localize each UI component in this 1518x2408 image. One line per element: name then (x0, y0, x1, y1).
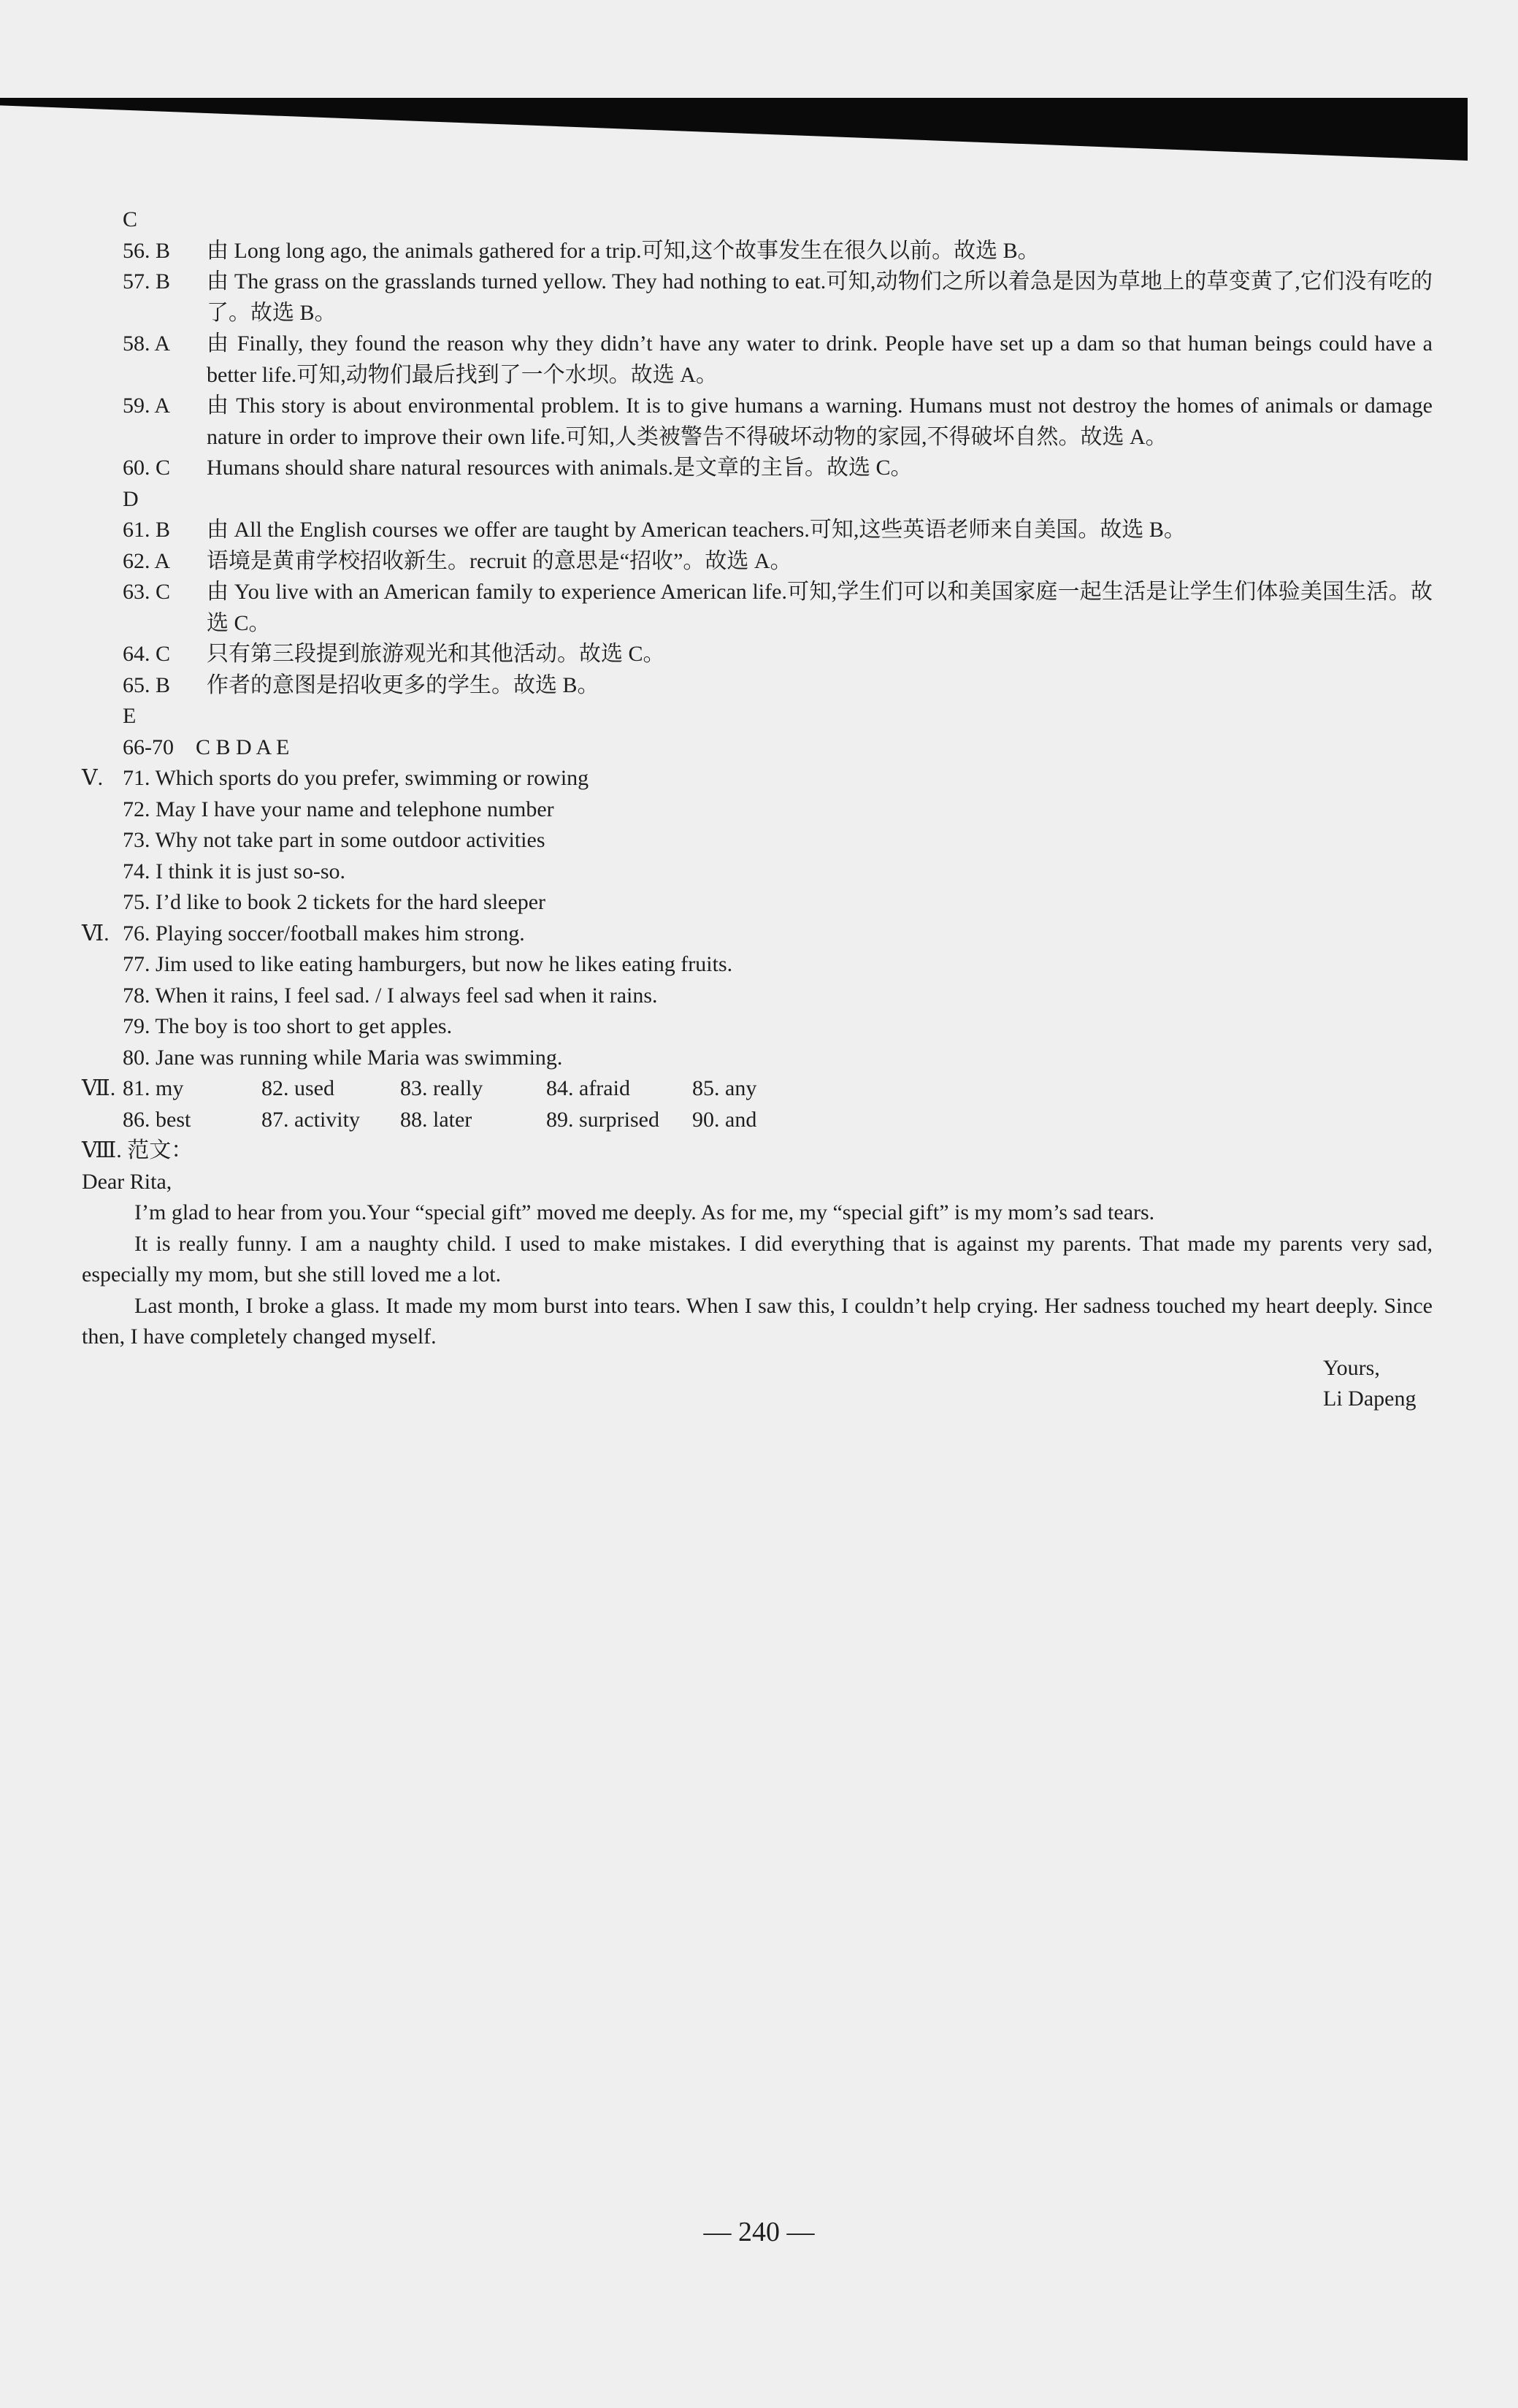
letter-signature: Li Dapeng (1323, 1387, 1417, 1411)
answer-number: 60. C (123, 456, 171, 480)
sentence-row (82, 763, 1433, 794)
answer-explanation: 由 The grass on the grasslands turned yellow. They had nothing to eat.可知,动物们之所以着急是因为草地上的草变黄了,它们没有吃的了。故选 B。 (207, 269, 1433, 325)
answer-row (82, 515, 1433, 546)
answers-e: 66-70 C B D A E (123, 735, 290, 759)
word-row (82, 1105, 1433, 1136)
part-label (82, 1043, 123, 1074)
letter-paragraph: I’m glad to hear from you.Your “special gift” moved me deeply. As for me, my “special gift” is my mom’s sad tears. (134, 1200, 1155, 1224)
part-vi-list (82, 919, 1433, 1074)
section-c-label: C (123, 207, 138, 231)
sample-letter (82, 1167, 1433, 1415)
part-label (82, 856, 123, 888)
answer-number: 64. C (123, 642, 171, 666)
answer-number: 59. A (123, 394, 171, 418)
part-label (82, 981, 123, 1012)
part-label: Ⅶ. (82, 1076, 116, 1100)
word-answer: 87. activity (261, 1107, 360, 1132)
answer-number: 65. B (123, 672, 171, 697)
word-answer: 88. later (400, 1107, 472, 1132)
answer-row (82, 577, 1433, 639)
sentence-answer: 73. Why not take part in some outdoor activities (123, 828, 545, 852)
sentence-row (82, 887, 1433, 919)
answer-explanation: 由 All the English courses we offer are taught by American teachers.可知,这些英语老师来自美国。故选 B。 (207, 518, 1186, 542)
answer-number: 56. B (123, 238, 171, 263)
letter-closing: Yours, (1323, 1355, 1380, 1380)
part-label: Ⅴ. (82, 766, 104, 790)
sentence-row (82, 1043, 1433, 1074)
word-answer: 81. my (123, 1076, 184, 1100)
sentence-answer: 74. I think it is just so-so. (123, 859, 346, 883)
answer-explanation: 由 You live with an American family to experience American life.可知,学生们可以和美国家庭一起生活是让学生们体验美国生活。故选 C。 (207, 580, 1433, 635)
sentence-answer: 76. Playing soccer/football makes him strong. (123, 921, 525, 946)
letter-paragraph: It is really funny. I am a naughty child. I used to make mistakes. I did everything that is against my parents. That made my parents very sad, especially my mom, but she still loved me a lot. (82, 1231, 1433, 1287)
section-d-label: D (123, 486, 139, 511)
part-label (82, 1011, 123, 1043)
answers-c-list (82, 236, 1433, 484)
answer-row (82, 670, 1433, 702)
word-answer: 84. afraid (546, 1076, 630, 1100)
answer-number: 61. B (123, 518, 171, 542)
answer-explanation: 由 This story is about environmental problem. It is to give humans a warning. Humans must not destroy the homes of animals or damage nature in order to improve their own life.可知,人类被警告不得破坏动物的家园,不得破坏自然。故选 A。 (207, 394, 1433, 449)
answer-row (82, 267, 1433, 329)
sentence-answer: 79. The boy is too short to get apples. (123, 1014, 453, 1038)
part-label (82, 825, 123, 856)
section-e-label: E (123, 704, 137, 728)
answers-d-list (82, 515, 1433, 701)
answer-row (82, 391, 1433, 453)
answer-number: 63. C (123, 580, 171, 604)
sentence-row (82, 919, 1433, 950)
letter-signoff (82, 1353, 1433, 1415)
sentence-row (82, 856, 1433, 888)
answer-row (82, 453, 1433, 484)
answer-row (82, 329, 1433, 391)
word-row (82, 1073, 1433, 1105)
sentence-answer: 72. May I have your name and telephone number (123, 797, 554, 821)
answer-explanation: 只有第三段提到旅游观光和其他活动。故选 C。 (207, 642, 665, 666)
sentence-row (82, 981, 1433, 1012)
sentence-row (82, 949, 1433, 981)
answer-key-body (82, 204, 1433, 1415)
letter-paragraph: Last month, I broke a glass. It made my mom burst into tears. When I saw this, I couldn’t help crying. Her sadness touched my heart deeply. Since then, I have completely changed myself. (82, 1293, 1433, 1349)
answer-number: 57. B (123, 269, 171, 294)
sentence-answer: 80. Jane was running while Maria was swimming. (123, 1045, 563, 1070)
word-answer: 82. used (261, 1076, 334, 1100)
answer-explanation: 由 Finally, they found the reason why they didn’t have any water to drink. People have set up a dam so that human beings could have a better life.可知,动物们最后找到了一个水坝。故选 A。 (207, 331, 1433, 387)
sentence-answer: 78. When it rains, I feel sad. / I always feel sad when it rains. (123, 983, 658, 1008)
part-label (82, 1105, 123, 1136)
sentence-row (82, 1011, 1433, 1043)
word-answer: 83. really (400, 1076, 483, 1100)
part-label (82, 887, 123, 919)
part-vii-grid (82, 1073, 1433, 1135)
page-number: — 240 — (703, 2217, 815, 2247)
sentence-row (82, 825, 1433, 856)
answer-explanation: 作者的意图是招收更多的学生。故选 B。 (207, 672, 599, 697)
sentence-answer: 71. Which sports do you prefer, swimming or rowing (123, 766, 589, 790)
answer-row (82, 546, 1433, 578)
section-viii-label: Ⅷ. 范文： (82, 1138, 193, 1162)
letter-salutation: Dear Rita, (82, 1169, 172, 1194)
word-answer: 86. best (123, 1107, 191, 1132)
answer-row (82, 639, 1433, 670)
answer-row (82, 236, 1433, 267)
sentence-answer: 77. Jim used to like eating hamburgers, but now he likes eating fruits. (123, 952, 733, 976)
part-label (82, 949, 123, 981)
sentence-row (82, 794, 1433, 826)
answer-explanation: 由 Long long ago, the animals gathered for a trip.可知,这个故事发生在很久以前。故选 B。 (207, 238, 1040, 263)
answer-explanation: Humans should share natural resources with animals.是文章的主旨。故选 C。 (207, 456, 913, 480)
answer-number: 62. A (123, 548, 171, 573)
part-v-list (82, 763, 1433, 919)
part-label: Ⅵ. (82, 921, 110, 946)
answer-explanation: 语境是黄甫学校招收新生。recruit 的意思是“招收”。故选 A。 (207, 548, 792, 573)
word-answer: 85. any (692, 1076, 757, 1100)
answer-number: 58. A (123, 331, 171, 356)
word-answer: 90. and (692, 1107, 757, 1132)
word-answer: 89. surprised (546, 1107, 659, 1132)
sentence-answer: 75. I’d like to book 2 tickets for the hard sleeper (123, 890, 545, 914)
page-header-bar (0, 98, 1468, 161)
part-label (82, 794, 123, 826)
